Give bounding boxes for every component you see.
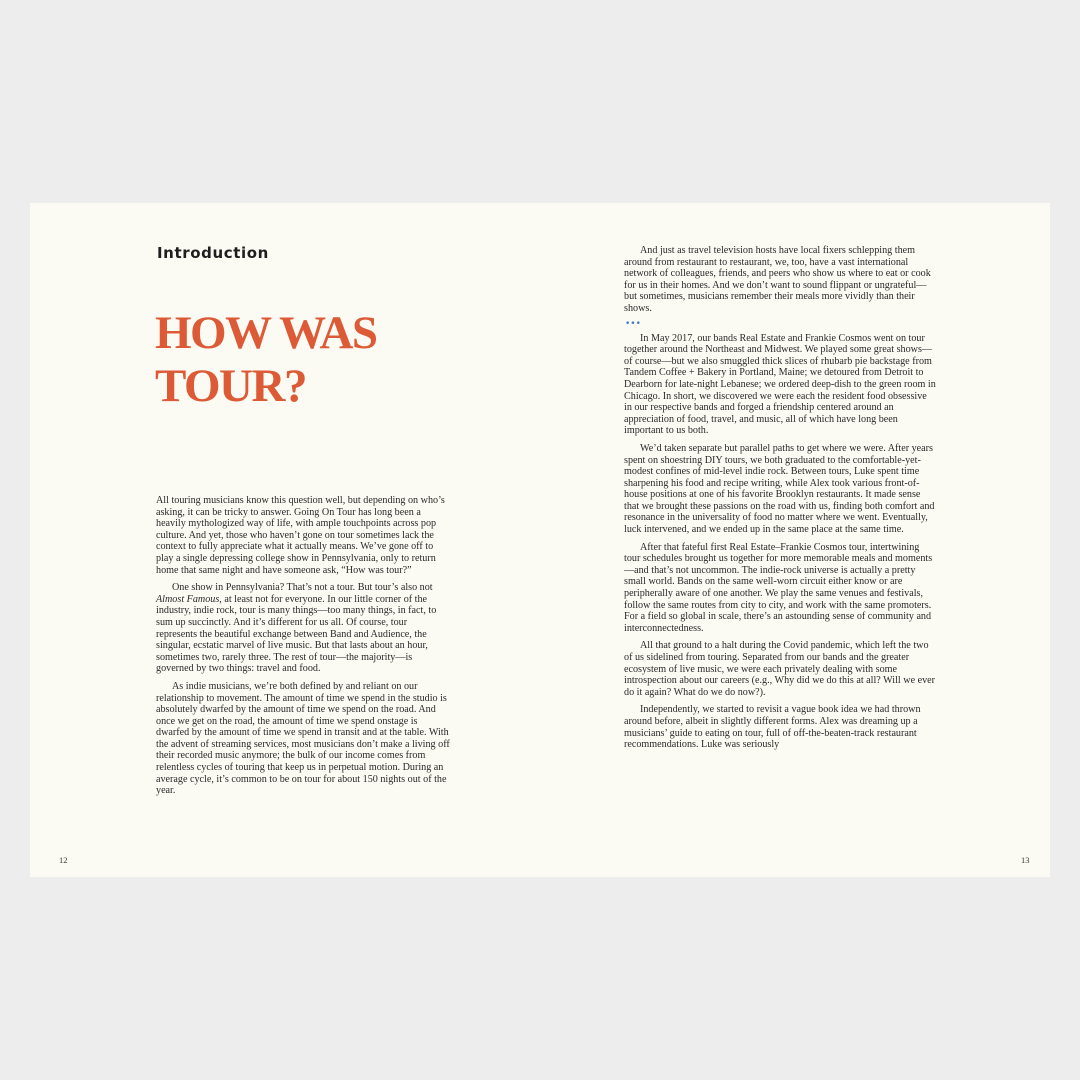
right-page xyxy=(540,203,1050,877)
paragraph: After that fateful first Real Estate–Frankie Cosmos tour, intertwining tour schedules brought us together for more memorable meals and moments—and that’s not uncommon. The indie-rock universe is actually a pretty small world. Bands on the same well-worn circuit either know or are peripherally aware of one another. We play the same venues and festivals, follow the same routes from city to city, and work with the same promoters. For a field so global in scale, there’s an astounding sense of community and interconnectedness. xyxy=(624,541,933,634)
paragraph: And just as travel television hosts have local fixers schlepping them around from restaurant to restaurant, we, too, have a vast international network of colleagues, friends, and peers who show us where to eat or cook for us in their homes. And we don’t want to sound flippant or ungrateful—but sometimes, musicians remember their meals more vividly than their shows. xyxy=(624,245,931,314)
paragraph xyxy=(156,582,450,675)
left-body-text xyxy=(156,495,450,803)
left-page xyxy=(30,203,540,877)
paragraph: As indie musicians, we’re both defined by and reliant on our relationship to movement. The amount of time we spend in the studio is absolutely dwarfed by the amount of time we spend on the road. And once we get on the road, the amount of time we spend onstage is dwarfed by the amount of time we spend in transit and at the table. With the advent of streaming services, most musicians don’t make a living off their recorded music anymore; the bulk of our income comes from relentless cycles of touring that keep us in perpetual motion. During an average cycle, it’s common to be on tour for about 150 nights out of the year. xyxy=(156,680,450,797)
chapter-title-line: TOUR? xyxy=(155,360,306,412)
page-number: 13 xyxy=(1021,855,1030,865)
page-number: 12 xyxy=(59,855,68,865)
paragraph: All that ground to a halt during the Covid pandemic, which left the two of us sidelined from touring. Separated from our bands and the greater ecosystem of live music, we were each privately dealing with some introspection about our careers (e.g., Why did we do this at all? Will we ever do it again? What do we do now?). xyxy=(624,640,936,698)
chapter-title xyxy=(155,307,495,413)
paragraph-text: , at least not for everyone. In our little corner of the industry, indie rock, tour is many things—too many things, in fact, to sum up succinctly. And it’s different for us all. Of course, tour represents the beautiful exchange between Band and Audience, the singular, ecstatic marvel of live music. But that lasts about an hour, sometimes two, rarely three. The rest of tour—the majority—is governed by two things: travel and food. xyxy=(156,593,437,675)
paragraph: In May 2017, our bands Real Estate and Frankie Cosmos went on tour together around the Northeast and Midwest. We played some great shows—of course—but we also smuggled thick slices of rhubarb pie backstage from Tandem Coffee + Bakery in Portland, Maine; we detoured from Detroit to Dearborn for late-night Lebanese; we ordered deep-dish to the green room in Chicago. In short, we discovered we were each the resident food obsessive in our respective bands and forged a friendship centered around an appreciation of food, travel, and music, all of which have long been important to us both. xyxy=(624,332,936,437)
section-break-ornament: ••• xyxy=(625,318,641,329)
paragraph: Independently, we started to revisit a vague book idea we had thrown around before, albeit in slightly different forms. Alex was dreaming up a musicians’ guide to eating on tour, full of off-the-beaten-track restaurant recommendations. Luke was seriously xyxy=(624,704,921,751)
right-body-text xyxy=(624,245,936,757)
paragraph: All touring musicians know this question well, but depending on who’s asking, it can be tricky to answer. Going On Tour has long been a heavily mythologized way of life, with ample touchpoints across pop culture. And yet, those who haven’t gone on tour sometimes lack the context to fully appreciate what it actually means. We’ve gone off to play a single depressing college show in Pennsylvania, only to return home that same night and have someone ask, “How was tour?” xyxy=(156,495,445,576)
book-spread xyxy=(30,203,1050,877)
film-title: Almost Famous xyxy=(156,593,220,605)
paragraph: We’d taken separate but parallel paths to get where we were. After years spent on shoestring DIY tours, we both graduated to the comfortable-yet-modest confines of mid-level indie rock. Between tours, Luke spent time sharpening his food and recipe writing, while Alex took various front-of-house positions at one of his favorite Brooklyn restaurants. It made sense that we brought these passions on the road with us, finding both comfort and resonance in the universality of food no matter where we went. Eventually, luck intervened, and we ended up in the same place at the same time. xyxy=(624,442,935,536)
chapter-title-line: HOW WAS xyxy=(155,307,377,359)
paragraph-text: One show in Pennsylvania? That’s not a tour. But tour’s also not xyxy=(172,582,433,594)
section-label: Introduction xyxy=(157,244,269,262)
